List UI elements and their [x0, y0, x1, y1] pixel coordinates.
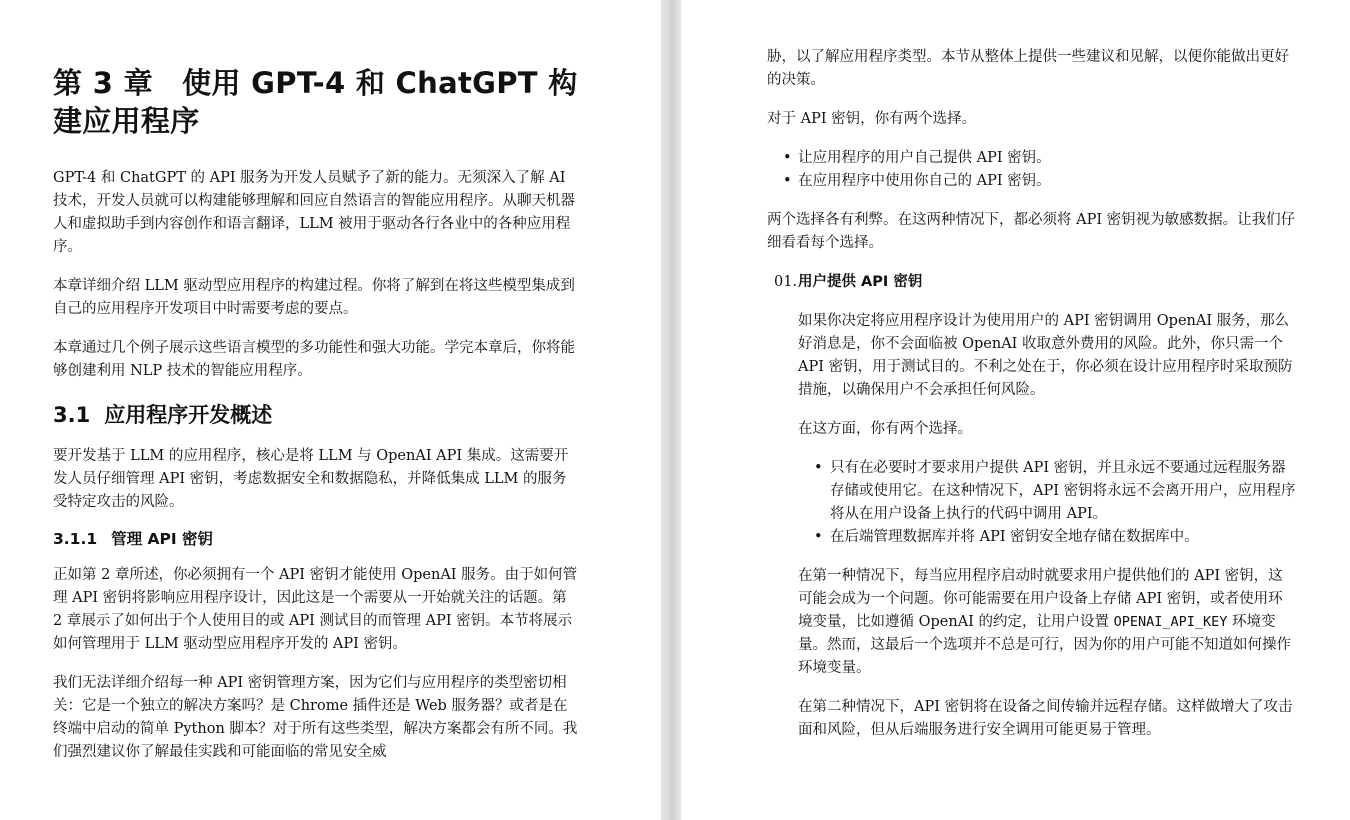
- intro-paragraph-2: 本章详细介绍 LLM 驱动型应用程序的构建过程。你将了解到在将这些模型集成到自己的应用程序开发项目中时需要考虑的要点。: [53, 278, 575, 317]
- list-item: • 在应用程序中使用你自己的 API 密钥。: [767, 170, 1297, 193]
- choices-list: [767, 147, 1297, 193]
- chapter-title: [53, 64, 578, 140]
- subsection-heading: [53, 527, 578, 551]
- chapter-title-line1: 第 3 章 使用 GPT-4 和 ChatGPT 构: [53, 66, 578, 100]
- page-gutter: [661, 0, 681, 820]
- section-heading: [53, 401, 578, 429]
- item-paragraph-3-text-b: 环境变量。然而，这最后一个选项并不总是可行，因为你的用户可能不知道如何操作环境变量。: [798, 614, 1291, 676]
- item-paragraph-3: [798, 565, 1297, 680]
- left-column: [53, 64, 578, 764]
- intro-paragraph-3: 本章通过几个例子展示这些语言模型的多功能性和强大功能。学完本章后，你将能够创建利用 NLP 技术的智能应用程序。: [53, 340, 575, 379]
- list-item: • 只有在必要时才要求用户提供 API 密钥，并且永远不要通过远程服务器存储或使用它。在这种情况下，API 密钥将永远不会离开用户，应用程序将从在用户设备上执行的代码中调用 API。: [798, 457, 1297, 526]
- section-paragraph: 要开发基于 LLM 的应用程序，核心是将 LLM 与 OpenAI API 集成。这需要开发人员仔细管理 API 密钥，考虑数据安全和数据隐私，并降低集成 LLM 的服务受特定攻击的风险。: [53, 448, 569, 510]
- list-item: • 让应用程序的用户自己提供 API 密钥。: [767, 147, 1297, 170]
- numbered-item-body: [767, 310, 1297, 742]
- subsection-paragraph-2: 我们无法详细介绍每一种 API 密钥管理方案，因为它们与应用程序的类型密切相关：它是一个独立的解决方案吗？是 Chrome 插件还是 Web 服务器？或者是在终端中启动的简单 Python 脚本？对于所有这些类型，解决方案都会有所不同。我们强烈建议你了解最佳实践和可能面临的常见安全威: [53, 675, 578, 760]
- right-page: [681, 0, 1350, 820]
- item-paragraph-3-text-a: 在第一种情况下，每当应用程序启动时就要求用户提供他们的 API 密钥，这可能会成为一个问题。你可能需要在用户设备上存储 API 密钥，或者使用环境变量，比如遵循 OpenAI 的约定，让用户设置: [798, 568, 1283, 630]
- subsection-number: 3.1.1: [53, 530, 98, 548]
- list-item: • 在后端管理数据库并将 API 密钥安全地存储在数据库中。: [798, 526, 1297, 549]
- section-number: 3.1: [53, 403, 91, 427]
- subsection-title: 管理 API 密钥: [111, 530, 214, 548]
- item-paragraph-1: 如果你决定将应用程序设计为使用用户的 API 密钥调用 OpenAI 服务，那么好消息是，你不会面临被 OpenAI 收取意外费用的风险。此外，你只需一个 API 密钥，用于测试目的。不利之处在于，你必须在设计应用程序时采取预防措施，以确保用户不会承担任何风险。: [798, 313, 1293, 398]
- numbered-item-number: 01.: [774, 274, 798, 290]
- continued-paragraph: 胁，以了解应用程序类型。本节从整体上提供一些建议和见解，以便你能做出更好的决策。: [767, 49, 1289, 88]
- right-column: [767, 46, 1297, 742]
- item-paragraph-4: 在第二种情况下，API 密钥将在设备之间传输并远程存储。这样做增大了攻击面和风险，但从后端服务进行安全调用可能更易于管理。: [798, 699, 1293, 738]
- left-page: [0, 0, 661, 820]
- item-paragraph-2: 在这方面，你有两个选择。: [798, 421, 972, 437]
- section-title: 应用程序开发概述: [104, 403, 273, 427]
- choices-intro: 对于 API 密钥，你有两个选择。: [767, 111, 977, 127]
- chapter-title-line2: 建应用程序: [53, 104, 200, 138]
- intro-paragraph-1: GPT-4 和 ChatGPT 的 API 服务为开发人员赋予了新的能力。无须深入了解 AI 技术，开发人员就可以构建能够理解和回应自然语言的智能应用程序。从聊天机器人和虚拟助手到内容创作和语言翻译，LLM 被用于驱动各行各业中的各种应用程序。: [53, 170, 575, 255]
- subsection-paragraph-1: 正如第 2 章所述，你必须拥有一个 API 密钥才能使用 OpenAI 服务。由于如何管理 API 密钥将影响应用程序设计，因此这是一个需要从一开始就关注的话题。第 2 章展示了如何出于个人使用目的或 API 测试目的而管理 API 密钥。本节将展示如何管理用于 LLM 驱动型应用程序开发的 API 密钥。: [53, 567, 578, 652]
- numbered-item-title: 用户提供 API 密钥: [798, 274, 923, 290]
- numbered-item-heading: [767, 271, 1297, 294]
- sub-choices-list: [798, 457, 1297, 549]
- env-var-code: OPENAI_API_KEY: [1113, 614, 1228, 630]
- pros-cons-paragraph: 两个选择各有利弊。在这两种情况下，都必须将 API 密钥视为敏感数据。让我们仔细看看每个选择。: [767, 212, 1296, 251]
